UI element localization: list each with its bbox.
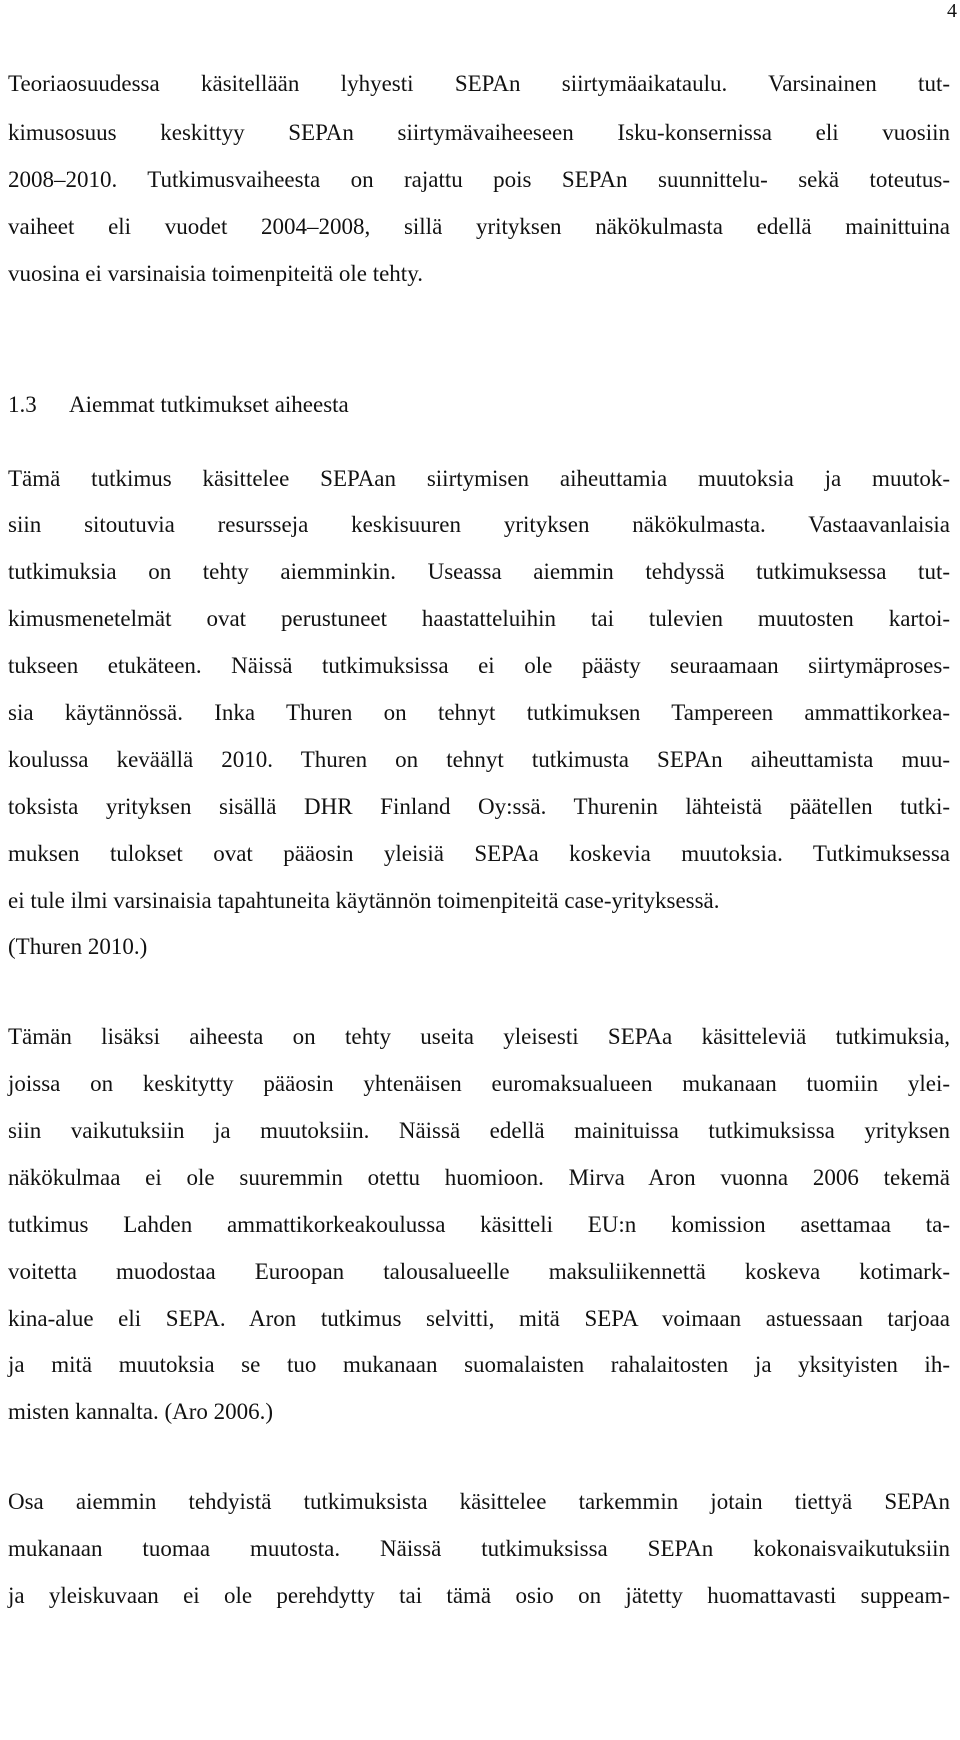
text-line: Tämä tutkimus käsittelee SEPAan siirtymisen aiheuttamia muutoksia ja muutok- — [8, 466, 950, 491]
text-line: näkökulmaa ei ole suuremmin otettu huomioon. Mirva Aron vuonna 2006 tekemä — [8, 1165, 950, 1190]
page-number: 4 — [947, 0, 957, 22]
text-line: ei tule ilmi varsinaisia tapahtuneita käytännön toimenpiteitä case-yrityksessä. — [8, 888, 720, 913]
section-title: Aiemmat tutkimukset aiheesta — [69, 392, 349, 417]
text-line: joissa on keskitytty pääosin yhtenäisen euromaksualueen mukanaan tuomiin ylei- — [8, 1071, 950, 1096]
text-line: mukanaan tuomaa muutosta. Näissä tutkimuksissa SEPAn kokonaisvaikutuksiin — [8, 1536, 950, 1561]
text-line: tukseen etukäteen. Näissä tutkimuksissa ei ole päästy seuraamaan siirtymäproses- — [8, 653, 950, 678]
section-number: 1.3 — [8, 392, 37, 417]
text-line: voitetta muodostaa Euroopan talousalueelle maksuliikennettä koskeva kotimark- — [8, 1259, 950, 1284]
text-line: siin vaikutuksiin ja muutoksiin. Näissä edellä mainituissa tutkimuksissa yrityksen — [8, 1118, 950, 1143]
text-line: tutkimus Lahden ammattikorkeakoulussa käsitteli EU:n komission asettamaa ta- — [8, 1212, 950, 1237]
text-line: kina-alue eli SEPA. Aron tutkimus selvitti, mitä SEPA voimaan astuessaan tarjoaa — [8, 1306, 950, 1331]
text-line: ja yleiskuvaan ei ole perehdytty tai tämä osio on jätetty huomattavasti suppeam- — [8, 1583, 950, 1608]
text-line: Teoriaosuudessa käsitellään lyhyesti SEPAn siirtymäaikataulu. Varsinainen tut- — [8, 71, 950, 96]
text-line: Tämän lisäksi aiheesta on tehty useita yleisesti SEPAa käsitteleviä tutkimuksia, — [8, 1024, 950, 1049]
text-line: kimusmenetelmät ovat perustuneet haastatteluihin tai tulevien muutosten kartoi- — [8, 606, 950, 631]
text-line: Osa aiemmin tehdyistä tutkimuksista käsittelee tarkemmin jotain tiettyä SEPAn — [8, 1489, 950, 1514]
text-line: vaiheet eli vuodet 2004–2008, sillä yrityksen näkökulmasta edellä mainittuina — [8, 214, 950, 239]
text-line: (Thuren 2010.) — [8, 934, 148, 959]
text-line: 2008–2010. Tutkimusvaiheesta on rajattu pois SEPAn suunnittelu- sekä toteutus- — [8, 167, 950, 192]
text-line: sia käytännössä. Inka Thuren on tehnyt tutkimuksen Tampereen ammattikorkea- — [8, 700, 950, 725]
text-line: vuosina ei varsinaisia toimenpiteitä ole tehty. — [8, 261, 423, 286]
text-line: siin sitoutuvia resursseja keskisuuren yrityksen näkökulmasta. Vastaavanlaisia — [8, 512, 950, 537]
text-line: muksen tulokset ovat pääosin yleisiä SEPAa koskevia muutoksia. Tutkimuksessa — [8, 841, 950, 866]
text-line: ja mitä muutoksia se tuo mukanaan suomalaisten rahalaitosten ja yksityisten ih- — [8, 1352, 950, 1377]
text-line: koulussa keväällä 2010. Thuren on tehnyt tutkimusta SEPAn aiheuttamista muu- — [8, 747, 950, 772]
text-line: misten kannalta. (Aro 2006.) — [8, 1399, 274, 1424]
text-line: kimusosuus keskittyy SEPAn siirtymävaiheeseen Isku-konsernissa eli vuosiin — [8, 120, 950, 145]
text-line: toksista yrityksen sisällä DHR Finland Oy:ssä. Thurenin lähteistä päätellen tutki- — [8, 794, 950, 819]
text-line: tutkimuksia on tehty aiemminkin. Useassa aiemmin tehdyssä tutkimuksessa tut- — [8, 559, 950, 584]
section-heading — [8, 392, 349, 418]
